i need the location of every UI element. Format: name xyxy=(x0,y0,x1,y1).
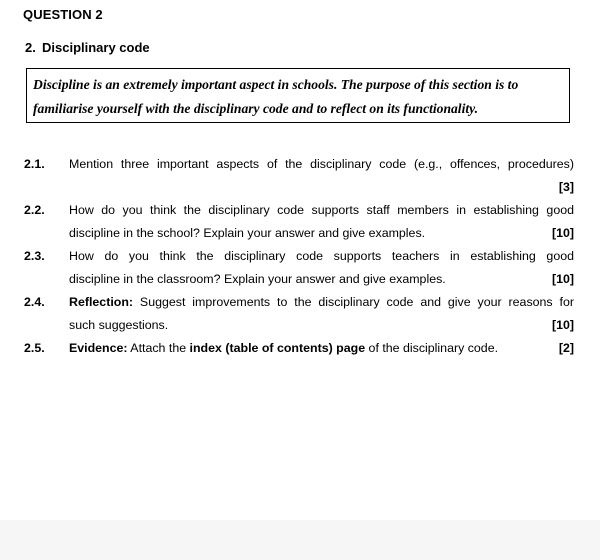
item-text xyxy=(69,291,574,314)
item-mark: [2] xyxy=(558,341,574,355)
section-title: Disciplinary code xyxy=(42,40,150,55)
page-bottom-margin xyxy=(0,520,600,560)
item-mark: [10] xyxy=(551,226,574,240)
item-mark: [3] xyxy=(558,180,574,194)
item-number: 2.3. xyxy=(24,249,45,263)
question-item-2-3 xyxy=(24,245,574,291)
item-text: How do you think the disciplinary code supports staff members in establishing good xyxy=(69,203,574,217)
section-number: 2. xyxy=(25,40,36,55)
item-number: 2.5. xyxy=(24,341,45,355)
item-lead: Evidence: xyxy=(69,341,128,355)
item-mark: [10] xyxy=(551,272,574,286)
item-text: How do you think the disciplinary code supports teachers in establishing good xyxy=(69,249,574,263)
item-text-a: Attach the xyxy=(127,341,190,355)
item-text-rest: Suggest improvements to the disciplinary code and give your reasons for xyxy=(133,295,574,309)
question-item-2-1 xyxy=(24,153,574,199)
question-list xyxy=(24,153,574,360)
question-title: QUESTION 2 xyxy=(23,7,103,22)
question-item-2-2 xyxy=(24,199,574,245)
item-number: 2.1. xyxy=(24,157,45,171)
item-text-cont: discipline in the school? Explain your answer and give examples. xyxy=(69,226,426,240)
intro-box xyxy=(26,68,570,123)
item-text-b: of the disciplinary code. xyxy=(365,341,499,355)
section-heading xyxy=(25,40,150,55)
item-bold-mid: index (table of contents) page xyxy=(189,341,366,355)
question-item-2-5 xyxy=(24,337,574,360)
item-mark: [10] xyxy=(551,318,574,332)
item-number: 2.2. xyxy=(24,203,45,217)
item-number: 2.4. xyxy=(24,295,45,309)
intro-line-2: familiarise yourself with the disciplinary code and to reflect on its functionality. xyxy=(33,101,479,116)
item-text xyxy=(69,337,498,360)
question-item-2-4 xyxy=(24,291,574,337)
item-text-cont: discipline in the classroom? Explain your answer and give examples. xyxy=(69,272,446,286)
intro-line-1: Discipline is an extremely important aspect in schools. The purpose of this section is to xyxy=(33,77,519,92)
item-text-cont: such suggestions. xyxy=(69,318,169,332)
item-text: Mention three important aspects of the disciplinary code (e.g., offences, procedures) xyxy=(69,157,574,171)
item-lead: Reflection: xyxy=(69,295,134,309)
